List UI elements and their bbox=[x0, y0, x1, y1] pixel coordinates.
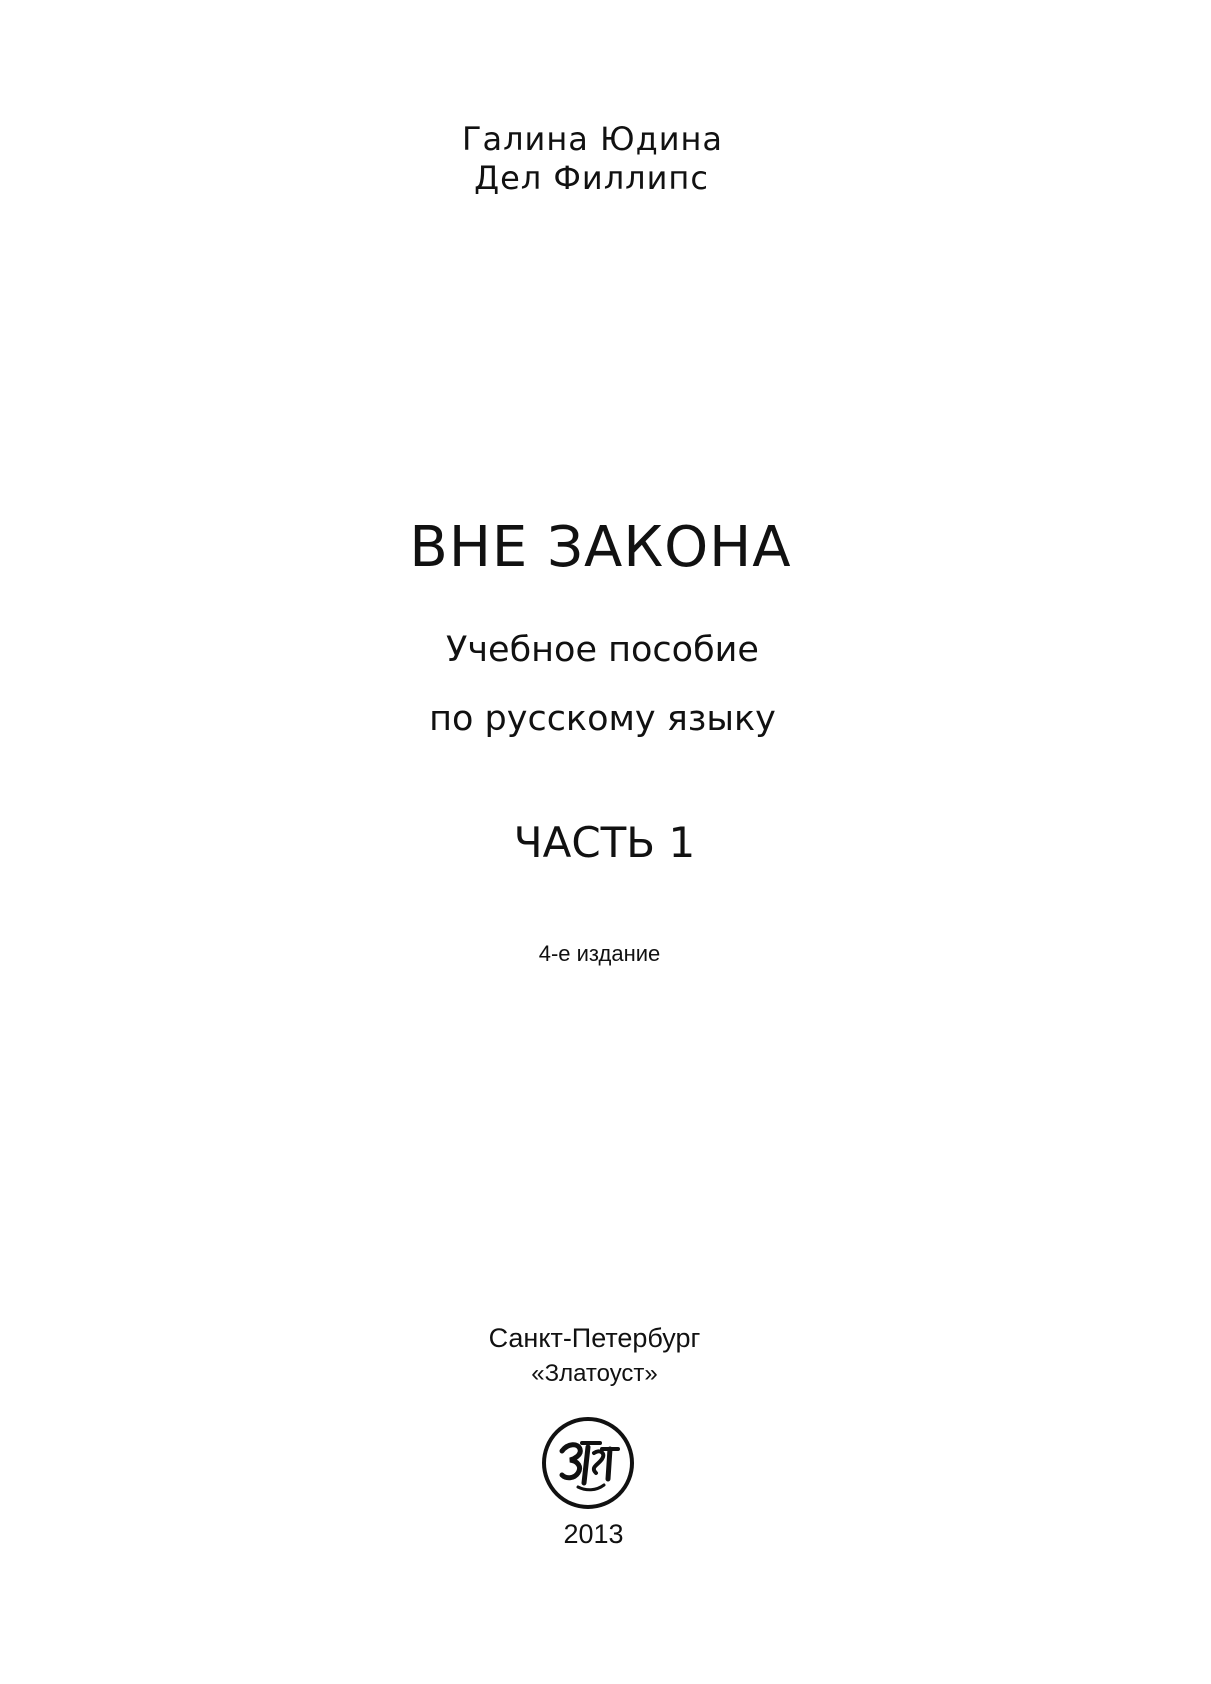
author-name: Галина Юдина bbox=[461, 120, 724, 158]
author-name: Дел Филлипс bbox=[474, 159, 709, 197]
edition-label: 4-е издание bbox=[538, 941, 661, 966]
publisher-name: «Златоуст» bbox=[531, 1360, 658, 1387]
publication-year: 2013 bbox=[563, 1519, 624, 1549]
book-title: ВНЕ ЗАКОНА bbox=[409, 515, 792, 580]
book-subtitle-line: Учебное пособие bbox=[446, 630, 759, 670]
publication-city: Санкт-Петербург bbox=[488, 1323, 701, 1353]
book-subtitle-line: по русскому языку bbox=[429, 699, 776, 739]
publisher-logo-icon bbox=[538, 1413, 638, 1513]
book-part: ЧАСТЬ 1 bbox=[513, 818, 696, 867]
